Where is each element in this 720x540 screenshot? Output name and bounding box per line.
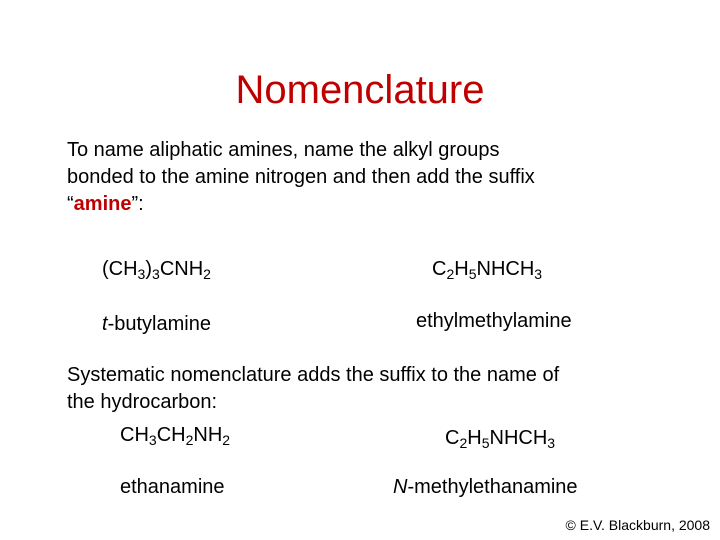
formula-ethylmethylamine: $C_2H_5NHCH_3$	[432, 258, 543, 282]
name-n-methylethanamine: N-methylethanamine	[393, 476, 578, 498]
intro-line-2: bonded to the amine nitrogen and then add the suffix	[67, 166, 535, 188]
copyright-notice: © E.V. Blackburn, 2008	[565, 517, 710, 533]
name-ethylmethylamine: ethylmethylamine	[416, 310, 572, 332]
amine-suffix-highlight: amine	[73, 193, 132, 215]
formula-t-butylamine: $(CH_3)_3CNH_2$	[102, 258, 211, 282]
intro-quote-open: “	[67, 193, 74, 215]
formula-ethanamine: $CH_3CH_2NH_2$	[120, 424, 231, 448]
name-ethanamine: ethanamine	[120, 476, 225, 498]
formula-n-methylethanamine: $C_2H_5NHCH_3$	[445, 427, 556, 451]
slide-title: Nomenclature	[235, 68, 485, 112]
systematic-line-1: Systematic nomenclature adds the suffix to the name of	[67, 364, 560, 386]
systematic-line-2: the hydrocarbon:	[67, 391, 218, 413]
intro-line-1: To name aliphatic amines, name the alkyl groups	[67, 139, 500, 161]
intro-paragraph	[67, 137, 687, 218]
name-t-butylamine: t-butylamine	[102, 313, 211, 335]
intro-quote-close: ”:	[131, 193, 144, 215]
systematic-paragraph	[67, 362, 687, 416]
